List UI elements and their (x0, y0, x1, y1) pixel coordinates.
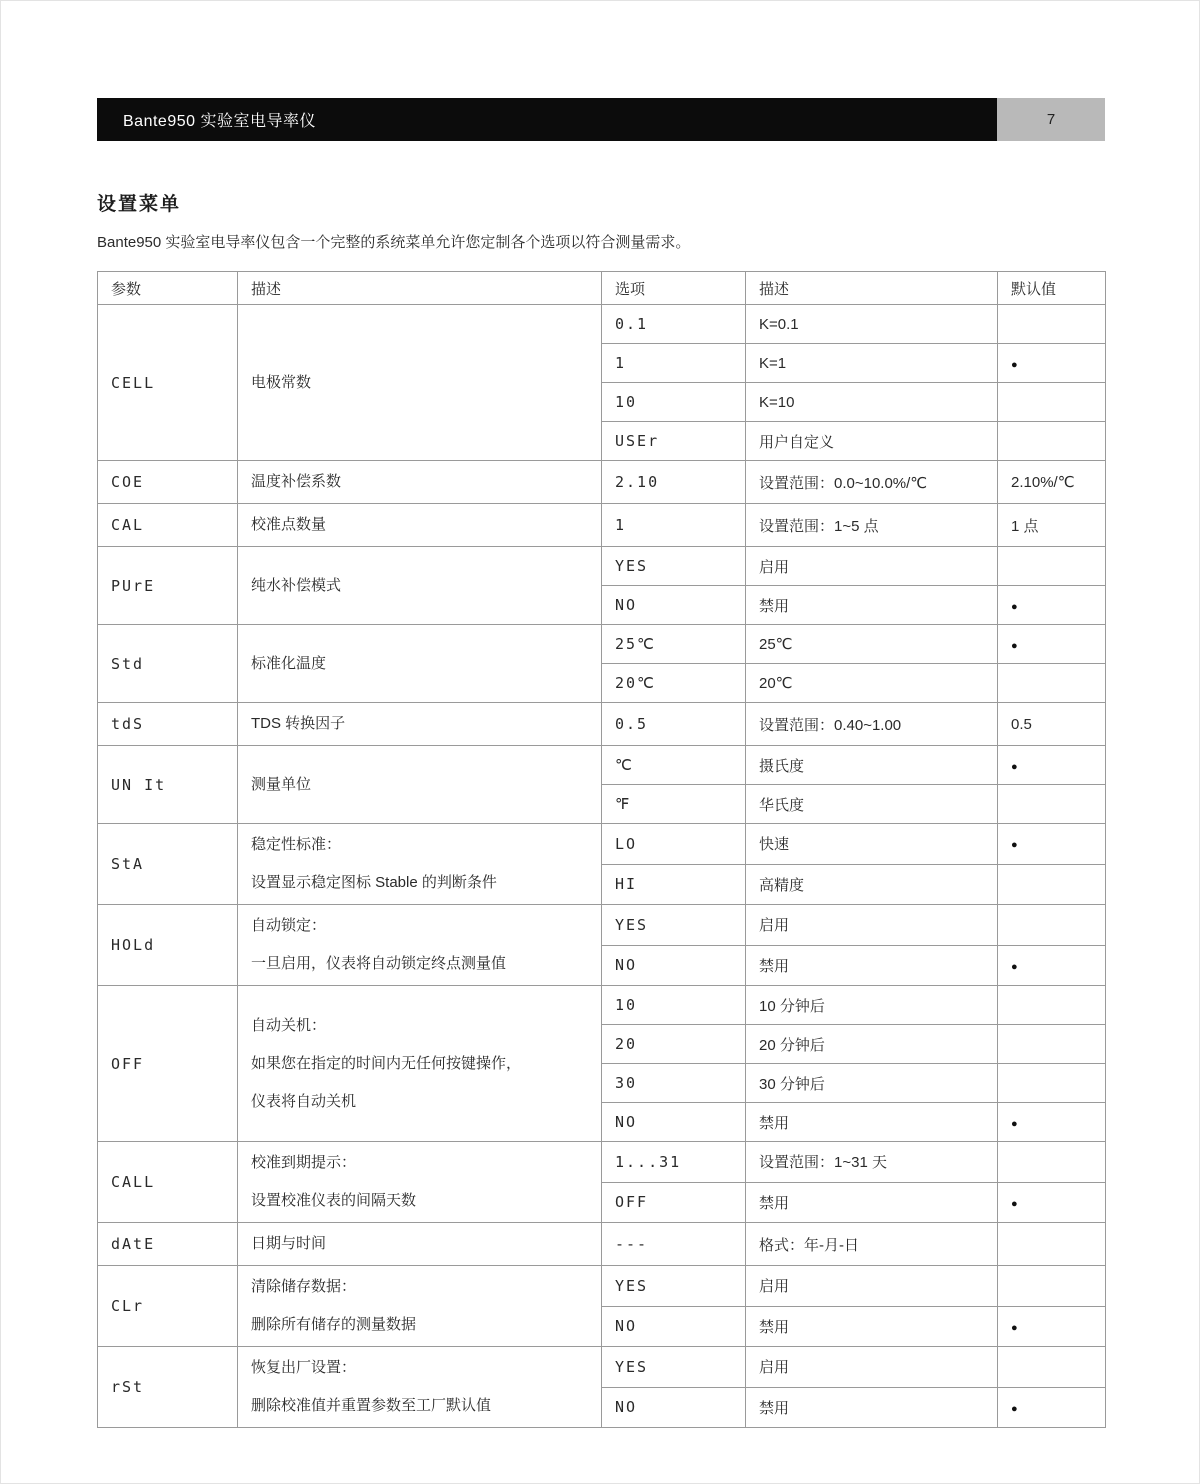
param-desc-cell (238, 547, 602, 625)
param-cell: OFF (98, 986, 238, 1142)
param-cell: CAL (98, 504, 238, 547)
option-desc-cell: 设置范围：1~5 点 (746, 504, 998, 547)
option-desc-cell: 设置范围：0.40~1.00 (746, 703, 998, 746)
option-desc-cell: 禁用 (746, 1182, 998, 1223)
option-value-cell: HI (602, 864, 746, 905)
default-value-cell (998, 1387, 1106, 1428)
option-desc-cell: 启用 (746, 547, 998, 586)
option-value-cell: ℃ (602, 746, 746, 785)
option-value-cell: 30 (602, 1064, 746, 1103)
default-marker-icon: ● (1011, 960, 1018, 973)
default-marker-icon: ● (1011, 760, 1018, 773)
option-value-cell: 20℃ (602, 664, 746, 703)
default-value-cell: 2.10%/℃ (998, 461, 1106, 504)
param-desc-line: 校准到期提示： (251, 1154, 357, 1171)
default-value-cell (998, 344, 1106, 383)
col-header-option: 选项 (602, 272, 746, 305)
default-value-cell (998, 547, 1106, 586)
default-value-cell (998, 746, 1106, 785)
param-desc-line: 设置显示稳定图标 Stable 的判断条件 (251, 874, 497, 891)
option-desc-cell: 禁用 (746, 586, 998, 625)
option-value-cell: 0.5 (602, 703, 746, 746)
table-row (98, 504, 1106, 547)
param-desc-line: 纯水补偿模式 (251, 576, 342, 594)
option-value-cell: ℉ (602, 785, 746, 824)
default-value-cell (998, 625, 1106, 664)
table-row (98, 1266, 1106, 1307)
option-value-cell: 1 (602, 504, 746, 547)
page-number: 7 (997, 98, 1105, 141)
param-cell: CALL (98, 1142, 238, 1223)
default-value-cell (998, 1103, 1106, 1142)
table-row (98, 1223, 1106, 1266)
default-value-cell (998, 664, 1106, 703)
param-cell: dAtE (98, 1223, 238, 1266)
table-row (98, 824, 1106, 865)
option-desc-cell: K=0.1 (746, 305, 998, 344)
param-desc-line: TDS 转换因子 (251, 715, 346, 732)
param-desc-cell (238, 1347, 602, 1428)
option-value-cell: LO (602, 824, 746, 865)
default-value-cell (998, 785, 1106, 824)
option-desc-cell: 30 分钟后 (746, 1064, 998, 1103)
col-header-default: 默认值 (998, 272, 1106, 305)
default-value-cell (998, 1064, 1106, 1103)
option-desc-cell: 禁用 (746, 1306, 998, 1347)
option-value-cell: 20 (602, 1025, 746, 1064)
option-value-cell: 1 (602, 344, 746, 383)
option-desc-cell: K=1 (746, 344, 998, 383)
param-desc-line: 日期与时间 (251, 1235, 327, 1252)
default-marker-icon: ● (1011, 600, 1018, 613)
option-value-cell: 25℃ (602, 625, 746, 664)
default-value-cell (998, 1142, 1106, 1183)
option-value-cell: USEr (602, 422, 746, 461)
option-desc-cell: 快速 (746, 824, 998, 865)
option-desc-cell: 禁用 (746, 1387, 998, 1428)
param-cell: tdS (98, 703, 238, 746)
table-header (98, 272, 1106, 305)
param-desc-line: 恢复出厂设置： (251, 1359, 357, 1376)
param-cell: Std (98, 625, 238, 703)
param-desc-line: 自动锁定： (251, 917, 327, 934)
option-value-cell: 10 (602, 383, 746, 422)
default-value-cell (998, 1306, 1106, 1347)
col-header-param: 参数 (98, 272, 238, 305)
default-value-cell (998, 1182, 1106, 1223)
option-desc-cell: K=10 (746, 383, 998, 422)
default-value-cell (998, 945, 1106, 986)
param-desc-cell (238, 905, 602, 986)
param-cell: CELL (98, 305, 238, 461)
default-value-cell: 0.5 (998, 703, 1106, 746)
option-desc-cell: 禁用 (746, 945, 998, 986)
default-value-cell (998, 824, 1106, 865)
table-row (98, 625, 1106, 664)
default-value-cell (998, 1347, 1106, 1388)
param-desc-cell (238, 824, 602, 905)
default-marker-icon: ● (1011, 1117, 1018, 1130)
option-value-cell: NO (602, 1306, 746, 1347)
param-desc-line: 一旦启用，仪表将自动锁定终点测量值 (251, 955, 507, 972)
table-row (98, 547, 1106, 586)
param-desc-line: 删除校准值并重置参数至工厂默认值 (251, 1397, 492, 1414)
table-row (98, 746, 1106, 785)
default-marker-icon: ● (1011, 1402, 1018, 1415)
default-value-cell (998, 905, 1106, 946)
default-value-cell (998, 986, 1106, 1025)
intro-text: Bante950 实验室电导率仪包含一个完整的系统菜单允许您定制各个选项以符合测量需求。 (97, 234, 691, 251)
option-desc-cell: 设置范围：1~31 天 (746, 1142, 998, 1183)
default-value-cell (998, 1025, 1106, 1064)
option-value-cell: OFF (602, 1182, 746, 1223)
table-row (98, 461, 1106, 504)
option-desc-cell: 摄氏度 (746, 746, 998, 785)
option-desc-cell: 启用 (746, 905, 998, 946)
default-value-cell (998, 422, 1106, 461)
param-desc-cell (238, 625, 602, 703)
param-cell: HOLd (98, 905, 238, 986)
option-value-cell: 2.10 (602, 461, 746, 504)
option-desc-cell: 20℃ (746, 664, 998, 703)
param-cell: rSt (98, 1347, 238, 1428)
table-row (98, 986, 1106, 1025)
param-desc-line: 稳定性标准： (251, 836, 342, 853)
option-value-cell: NO (602, 1387, 746, 1428)
option-desc-cell: 用户自定义 (746, 422, 998, 461)
option-desc-cell: 高精度 (746, 864, 998, 905)
option-desc-cell: 启用 (746, 1347, 998, 1388)
param-desc-cell (238, 1223, 602, 1266)
default-value-cell: 1 点 (998, 504, 1106, 547)
param-cell: UN It (98, 746, 238, 824)
default-value-cell (998, 586, 1106, 625)
param-desc-line: 清除储存数据： (251, 1278, 357, 1295)
default-marker-icon: ● (1011, 358, 1018, 371)
param-desc-line: 仪表将自动关机 (251, 1092, 357, 1110)
option-value-cell: NO (602, 945, 746, 986)
col-header-desc: 描述 (238, 272, 602, 305)
table-row (98, 905, 1106, 946)
option-desc-cell: 华氏度 (746, 785, 998, 824)
option-desc-cell: 10 分钟后 (746, 986, 998, 1025)
table-row (98, 305, 1106, 344)
option-value-cell: NO (602, 586, 746, 625)
param-desc-line: 校准点数量 (251, 516, 327, 533)
section-title: 设置菜单 (97, 194, 182, 215)
param-desc-line: 删除所有储存的测量数据 (251, 1316, 417, 1333)
default-value-cell (998, 1223, 1106, 1266)
param-desc-line: 电极常数 (251, 373, 312, 391)
default-value-cell (998, 864, 1106, 905)
param-desc-line: 如果您在指定的时间内无任何按键操作， (251, 1054, 522, 1072)
menu-table-body (98, 305, 1106, 1428)
col-header-option-desc: 描述 (746, 272, 998, 305)
header-title: Bante950 实验室电导率仪 (97, 98, 997, 141)
option-desc-cell: 格式：年-月-日 (746, 1223, 998, 1266)
settings-menu-table (97, 271, 1106, 1428)
default-marker-icon: ● (1011, 639, 1018, 652)
default-value-cell (998, 305, 1106, 344)
table-row (98, 1142, 1106, 1183)
param-desc-line: 设置校准仪表的间隔天数 (251, 1192, 417, 1209)
table-header-row (98, 272, 1106, 305)
param-cell: PUrE (98, 547, 238, 625)
param-cell: StA (98, 824, 238, 905)
default-marker-icon: ● (1011, 839, 1018, 852)
option-value-cell: YES (602, 547, 746, 586)
default-marker-icon: ● (1011, 1197, 1018, 1210)
default-value-cell (998, 1266, 1106, 1307)
default-marker-icon: ● (1011, 1321, 1018, 1334)
param-desc-line: 标准化温度 (251, 654, 327, 672)
param-desc-cell (238, 703, 602, 746)
option-value-cell: YES (602, 905, 746, 946)
param-desc-cell (238, 504, 602, 547)
param-desc-line: 自动关机： (251, 1016, 327, 1034)
param-desc-cell (238, 1142, 602, 1223)
param-desc-line: 温度补偿系数 (251, 473, 342, 490)
table-row (98, 1347, 1106, 1388)
param-desc-line: 测量单位 (251, 775, 312, 793)
option-desc-cell: 启用 (746, 1266, 998, 1307)
default-value-cell (998, 383, 1106, 422)
param-desc-cell (238, 746, 602, 824)
option-value-cell: YES (602, 1266, 746, 1307)
param-desc-cell (238, 461, 602, 504)
option-desc-cell: 设置范围：0.0~10.0%/℃ (746, 461, 998, 504)
table-row (98, 703, 1106, 746)
option-desc-cell: 25℃ (746, 625, 998, 664)
page-content (97, 189, 1105, 1428)
option-value-cell: NO (602, 1103, 746, 1142)
option-value-cell: 0.1 (602, 305, 746, 344)
param-cell: COE (98, 461, 238, 504)
option-value-cell: YES (602, 1347, 746, 1388)
option-desc-cell: 禁用 (746, 1103, 998, 1142)
option-value-cell: --- (602, 1223, 746, 1266)
page-header-bar (97, 98, 1105, 141)
option-value-cell: 1...31 (602, 1142, 746, 1183)
option-desc-cell: 20 分钟后 (746, 1025, 998, 1064)
param-desc-cell (238, 1266, 602, 1347)
option-value-cell: 10 (602, 986, 746, 1025)
param-desc-cell (238, 305, 602, 461)
param-desc-cell (238, 986, 602, 1142)
param-cell: CLr (98, 1266, 238, 1347)
